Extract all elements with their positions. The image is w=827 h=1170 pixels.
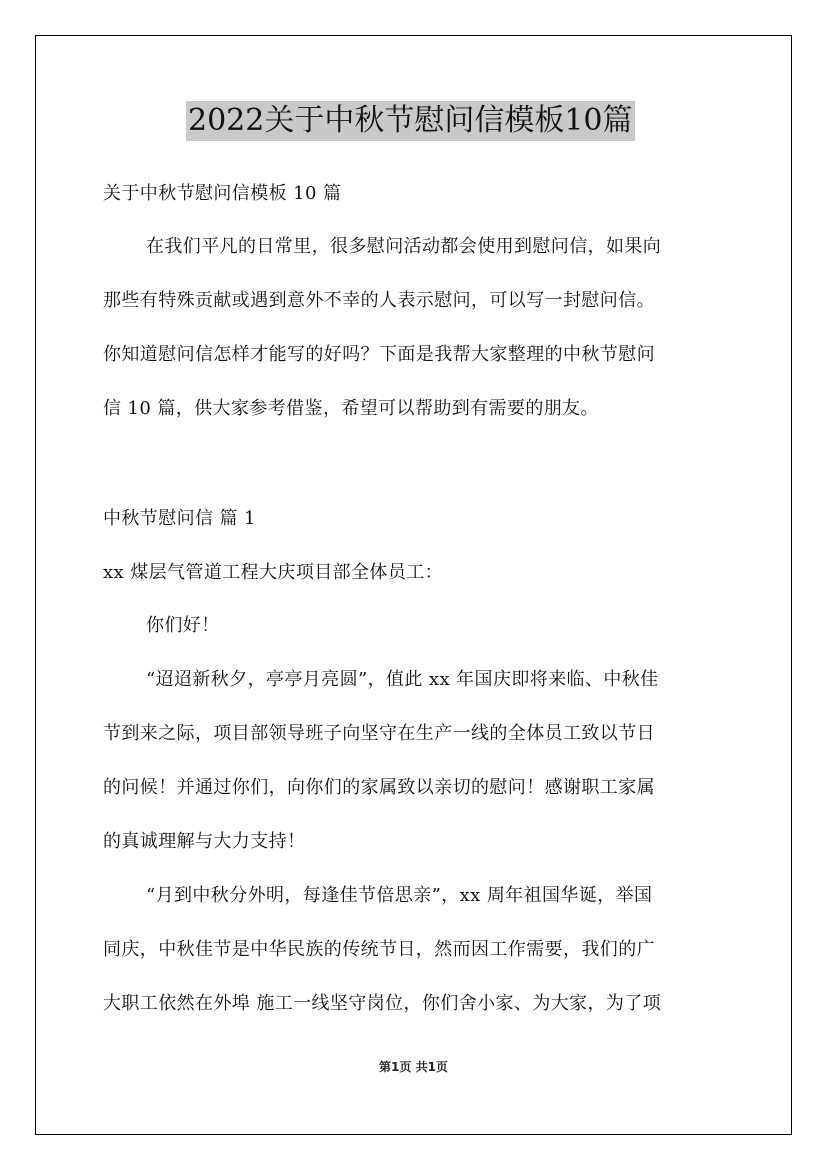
- page-footer: 第1页 共1页: [379, 1060, 448, 1074]
- document-title: 2022关于中秋节慰问信模板10篇: [186, 101, 635, 141]
- document-subtitle: 关于中秋节慰问信模板 10 篇: [103, 183, 342, 204]
- paragraph2-line-1: “月到中秋分外明，每逢佳节倍思亲”，xx 周年祖国华诞，举国: [146, 885, 653, 906]
- intro-line-2: 那些有特殊贡献或遇到意外不幸的人表示慰问，可以写一封慰问信。: [103, 290, 655, 311]
- paragraph1-line-2: 节到来之际，项目部领导班子向坚守在生产一线的全体员工致以节日: [103, 723, 655, 744]
- greeting: 你们好！: [146, 615, 220, 636]
- intro-line-3: 你知道慰问信怎样才能写的好吗？下面是我帮大家整理的中秋节慰问: [103, 344, 655, 365]
- intro-line-1: 在我们平凡的日常里，很多慰问活动都会使用到慰问信，如果向: [146, 236, 662, 257]
- paragraph1-line-3: 的问候！并通过你们，向你们的家属致以亲切的慰问！感谢职工家属: [103, 777, 655, 798]
- paragraph2-line-2: 同庆，中秋佳节是中华民族的传统节日，然而因工作需要，我们的广: [103, 939, 655, 960]
- paragraph1-line-4: 的真诚理解与大力支持！: [103, 831, 306, 852]
- paragraph1-line-1: “迢迢新秋夕，亭亭月亮圆”，值此 xx 年国庆即将来临、中秋佳: [146, 669, 659, 690]
- salutation: xx 煤层气管道工程大庆项目部全体员工：: [103, 562, 444, 583]
- intro-line-4: 信 10 篇，供大家参考借鉴，希望可以帮助到有需要的朋友。: [103, 398, 599, 419]
- paragraph2-line-3: 大职工依然在外埠 施工一线坚守岗位，你们舍小家、为大家，为了项: [103, 993, 662, 1014]
- section-heading: 中秋节慰问信 篇 1: [103, 508, 256, 529]
